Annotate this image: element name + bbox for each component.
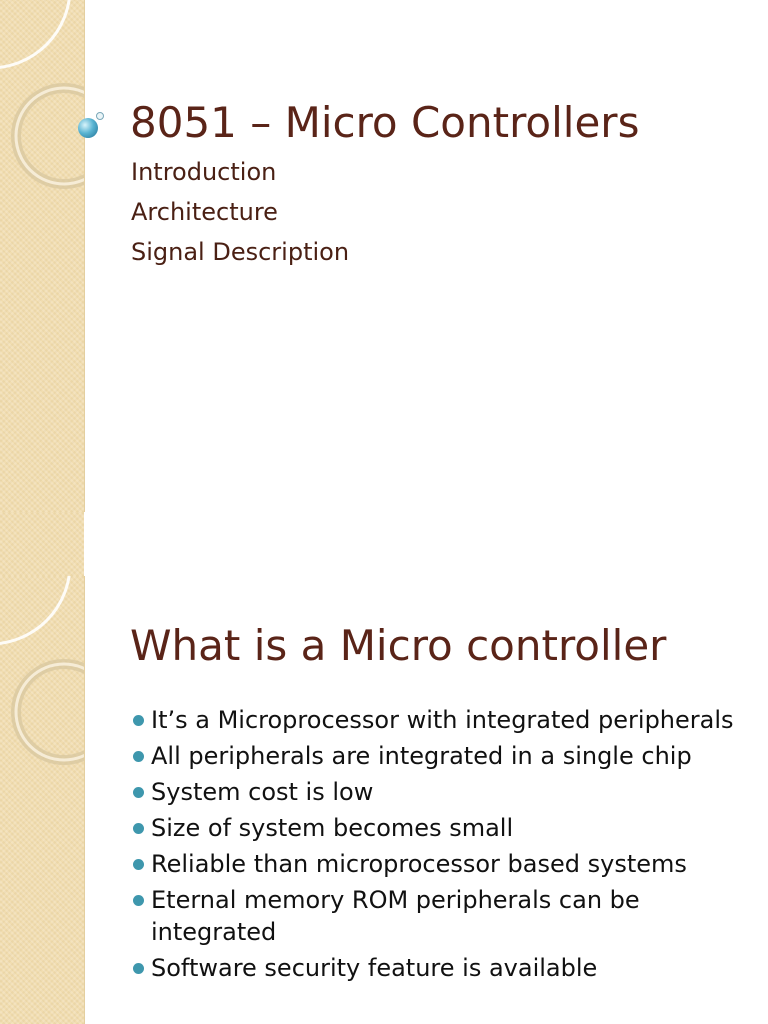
slide-1-topics bbox=[131, 156, 349, 276]
bullet-icon bbox=[133, 751, 144, 762]
bullet-item: Software security feature is available bbox=[133, 952, 753, 984]
bullet-item: It’s a Microprocessor with integrated peripherals bbox=[133, 704, 753, 736]
bullet-icon bbox=[133, 787, 144, 798]
title-bullet-icon bbox=[78, 118, 98, 138]
topic-introduction: Introduction bbox=[131, 158, 277, 186]
bullet-icon bbox=[133, 895, 144, 906]
bullet-icon bbox=[133, 859, 144, 870]
bullet-icon bbox=[133, 963, 144, 974]
bullet-item: Eternal memory ROM peripherals can be integrated bbox=[133, 884, 753, 948]
bullet-icon bbox=[133, 823, 144, 834]
topic-signal-description: Signal Description bbox=[131, 238, 350, 266]
bullet-item: Reliable than microprocessor based systems bbox=[133, 848, 753, 880]
slide-2-bullets bbox=[133, 704, 753, 988]
decorative-circles bbox=[0, 576, 84, 1024]
slide-2-title: What is a Micro controller bbox=[130, 621, 667, 670]
decorative-circles bbox=[0, 0, 84, 512]
slide-1-title: 8051 – Micro Controllers bbox=[130, 98, 640, 147]
slide-gap bbox=[0, 512, 768, 576]
title-bullet-small-icon bbox=[96, 112, 104, 120]
topic-architecture: Architecture bbox=[131, 198, 278, 226]
bullet-item: All peripherals are integrated in a single chip bbox=[133, 740, 753, 772]
decorative-sidebar-gap bbox=[0, 512, 84, 576]
bullet-item: Size of system becomes small bbox=[133, 812, 753, 844]
bullet-icon bbox=[133, 715, 144, 726]
bullet-item: System cost is low bbox=[133, 776, 753, 808]
